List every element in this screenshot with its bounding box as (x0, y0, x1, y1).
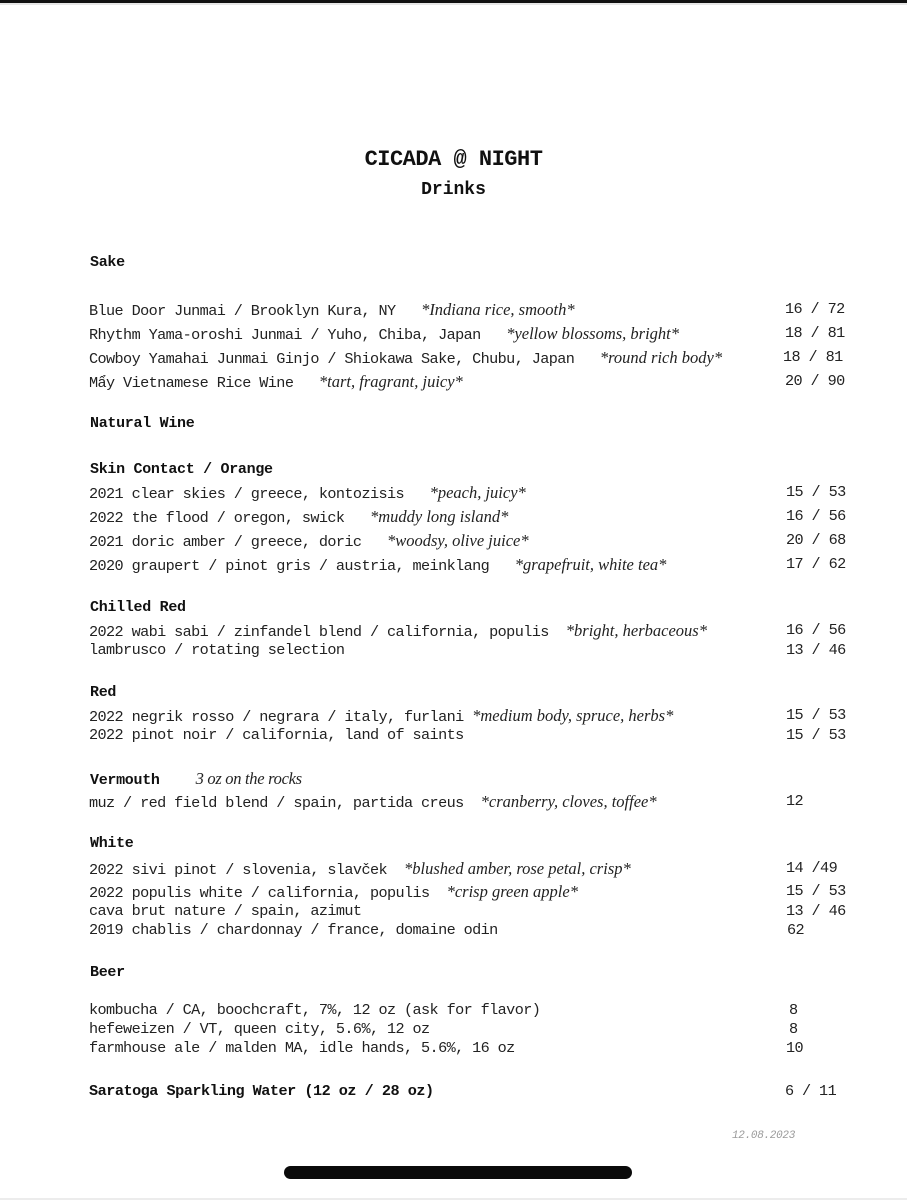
item-price: 20 / 90 (785, 372, 845, 390)
menu-item (89, 348, 859, 368)
item-price: 10 (786, 1039, 804, 1057)
item-name: kombucha / CA, boochcraft, 7%, 12 oz (ask for flavor) (89, 1001, 541, 1019)
item-price: 13 / 46 (786, 641, 846, 659)
item-name: 2022 pinot noir / california, land of saints (89, 726, 464, 744)
item-price: 8 (789, 1020, 798, 1038)
item-name: 2021 clear skies / greece, kontozisis *peach, juicy* (89, 483, 526, 503)
top-edge-shadow (0, 3, 907, 5)
menu-item (89, 1039, 859, 1059)
item-note: *round rich body* (599, 348, 723, 367)
item-note: *Indiana rice, smooth* (421, 300, 575, 319)
item-price: 6 / 11 (785, 1082, 837, 1100)
menu-item (89, 902, 859, 922)
menu-item (89, 859, 859, 879)
section-heading-red: Red (90, 684, 117, 701)
item-note: *medium body, spruce, herbs* (472, 706, 674, 725)
menu-item-water (89, 1082, 859, 1102)
menu-item (89, 882, 859, 902)
item-price: 12 (786, 792, 804, 810)
item-price: 16 / 56 (786, 507, 846, 525)
item-name: 2020 graupert / pinot gris / austria, meinklang *grapefruit, white tea* (89, 555, 667, 575)
item-note: *peach, juicy* (429, 483, 526, 502)
section-note: 3 oz on the rocks (195, 769, 302, 788)
item-note: *blushed amber, rose petal, crisp* (404, 859, 631, 878)
item-price: 15 / 53 (786, 882, 846, 900)
menu-item (89, 792, 859, 812)
item-note: *yellow blossoms, bright* (506, 324, 680, 343)
section-heading-skin-contact: Skin Contact / Orange (90, 461, 273, 478)
item-note: *muddy long island* (369, 507, 509, 526)
item-price: 8 (789, 1001, 798, 1019)
menu-item (89, 372, 859, 392)
item-price: 17 / 62 (786, 555, 846, 573)
menu-item (89, 324, 859, 344)
item-price: 15 / 53 (786, 483, 846, 501)
item-name: Rhythm Yama-oroshi Junmai / Yuho, Chiba, Japan *yellow blossoms, bright* (89, 324, 680, 344)
item-note: *grapefruit, white tea* (514, 555, 667, 574)
section-heading-white: White (90, 835, 134, 852)
item-note: *cranberry, cloves, toffee* (480, 792, 657, 811)
page-subtitle: Drinks (421, 180, 486, 200)
item-price: 14 /49 (786, 859, 838, 877)
item-name: 2022 negrik rosso / negrara / italy, furlani *medium body, spruce, herbs* (89, 706, 674, 726)
item-name: muz / red field blend / spain, partida creus *cranberry, cloves, toffee* (89, 792, 657, 812)
section-heading-sake: Sake (90, 254, 125, 271)
item-name: Saratoga Sparkling Water (12 oz / 28 oz) (89, 1082, 434, 1100)
menu-item (89, 641, 859, 661)
item-price: 18 / 81 (785, 324, 845, 342)
item-note: *woodsy, olive juice* (387, 531, 529, 550)
menu-item (89, 726, 859, 746)
item-name: hefeweizen / VT, queen city, 5.6%, 12 oz (89, 1020, 430, 1038)
menu-item (89, 1020, 859, 1040)
menu-item (89, 531, 859, 551)
item-price: 13 / 46 (786, 902, 846, 920)
item-price: 16 / 56 (786, 621, 846, 639)
item-note: *crisp green apple* (446, 882, 578, 901)
item-name: 2021 doric amber / greece, doric *woodsy, olive juice* (89, 531, 529, 551)
item-name: 2022 populis white / california, populis *crisp green apple* (89, 882, 578, 902)
item-price: 15 / 53 (786, 706, 846, 724)
menu-date: 12.08.2023 (732, 1130, 796, 1142)
menu-item (89, 555, 859, 575)
item-name: 2022 wabi sabi / zinfandel blend / california, populis *bright, herbaceous* (89, 621, 707, 641)
item-price: 20 / 68 (786, 531, 846, 549)
item-name: 2019 chablis / chardonnay / france, domaine odin (89, 921, 498, 939)
menu-item (89, 483, 859, 503)
menu-item (89, 300, 859, 320)
menu-item (89, 621, 859, 641)
section-heading-beer: Beer (90, 964, 125, 981)
menu-item (89, 1001, 859, 1021)
menu-item (89, 921, 859, 941)
home-indicator-bar[interactable] (284, 1166, 632, 1179)
item-name: Blue Door Junmai / Brooklyn Kura, NY *Indiana rice, smooth* (89, 300, 575, 320)
item-name: cava brut nature / spain, azimut (89, 902, 362, 920)
section-heading-chilled-red: Chilled Red (90, 599, 186, 616)
item-name: lambrusco / rotating selection (89, 641, 345, 659)
item-price: 16 / 72 (785, 300, 845, 318)
menu-item (89, 706, 859, 726)
item-name: Mẩy Vietnamese Rice Wine *tart, fragrant, juicy* (89, 372, 463, 392)
item-name: Cowboy Yamahai Junmai Ginjo / Shiokawa Sake, Chubu, Japan *round rich body* (89, 348, 723, 368)
item-name: farmhouse ale / malden MA, idle hands, 5.6%, 16 oz (89, 1039, 515, 1057)
item-note: *tart, fragrant, juicy* (318, 372, 463, 391)
section-heading-natural-wine: Natural Wine (90, 415, 195, 432)
item-name: 2022 the flood / oregon, swick *muddy long island* (89, 507, 509, 527)
item-price: 18 / 81 (783, 348, 843, 366)
item-price: 15 / 53 (786, 726, 846, 744)
item-name: 2022 sivi pinot / slovenia, slavček *blushed amber, rose petal, crisp* (89, 859, 631, 879)
item-note: *bright, herbaceous* (565, 621, 707, 640)
page-title: CICADA @ NIGHT (364, 147, 543, 172)
item-price: 62 (787, 921, 805, 939)
menu-item (89, 507, 859, 527)
section-heading-vermouth: Vermouth 3 oz on the rocks (90, 769, 302, 789)
